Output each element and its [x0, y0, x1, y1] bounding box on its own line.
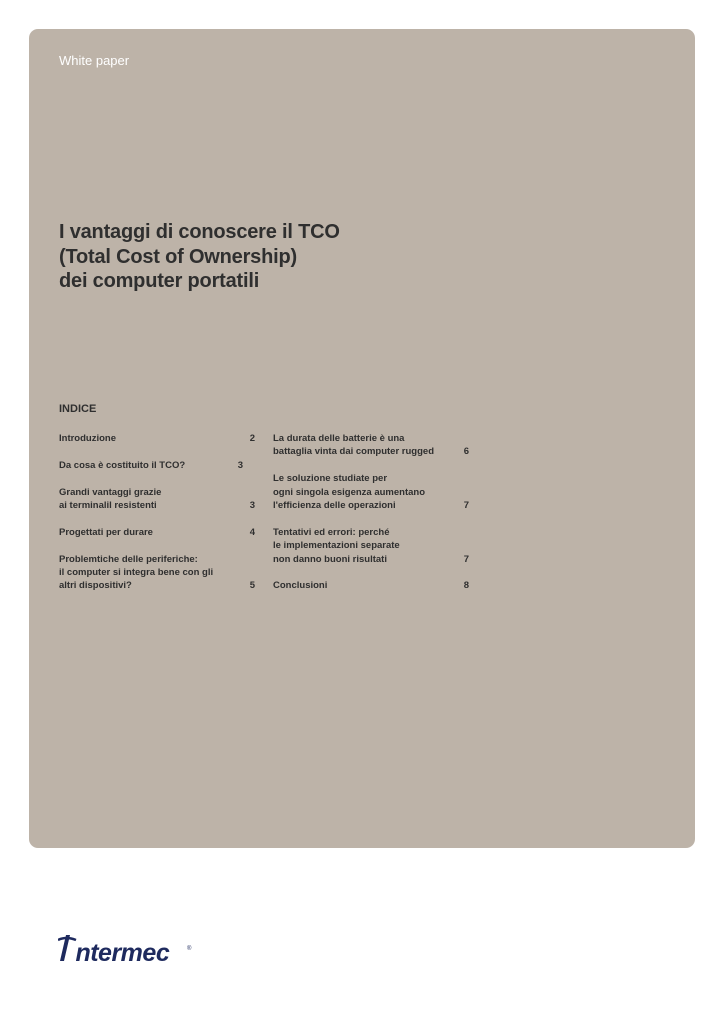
- toc-entry[interactable]: [273, 526, 469, 566]
- toc-entry[interactable]: [273, 472, 469, 512]
- toc-entry-title: [59, 486, 255, 513]
- toc-entry-title: [273, 432, 469, 459]
- toc-entry-line: non danno buoni risultati: [273, 553, 387, 565]
- document-type-label: White paper: [59, 53, 130, 68]
- intermec-logo-wordmark: Intermec: [69, 939, 170, 967]
- toc-entry-title: [273, 579, 469, 592]
- toc-entry[interactable]: [273, 432, 469, 459]
- cover-panel: [29, 29, 695, 848]
- toc-entry-title: [59, 459, 243, 472]
- intermec-logo: [58, 928, 198, 968]
- toc-entry-line: il computer si integra bene con gli: [59, 567, 214, 578]
- toc-entry-page: 4: [249, 526, 255, 538]
- toc-entry-line: Da cosa è costituito il TCO?: [59, 459, 186, 471]
- toc-entry-title: [273, 472, 469, 512]
- toc-entry-line: Conclusioni: [273, 580, 328, 592]
- toc-entry[interactable]: [59, 432, 255, 445]
- toc-entry-page: 6: [463, 446, 469, 458]
- toc-entry-page: 7: [463, 500, 469, 512]
- toc-entry-page: 8: [463, 580, 469, 592]
- toc-entry-title: [59, 553, 255, 593]
- toc-entry-line: ogni singola esigenza aumentano: [273, 486, 426, 498]
- toc-entry-line: Problemtiche delle periferiche:: [59, 553, 198, 565]
- toc-entry-line: Introduzione: [59, 433, 116, 444]
- toc-entry-line: battaglia vinta dai computer rugged: [273, 446, 434, 458]
- toc-entry-line: altri dispositivi?: [59, 580, 132, 592]
- toc-column-left: [59, 432, 255, 606]
- toc-entry[interactable]: [59, 486, 255, 513]
- toc-entry-page: 5: [249, 580, 255, 592]
- toc-entry[interactable]: [59, 459, 243, 472]
- toc-entry[interactable]: [59, 553, 255, 593]
- toc-entry-title: [59, 432, 255, 445]
- toc-column-right: [273, 432, 469, 606]
- title-line: dei computer portatili: [59, 270, 260, 292]
- toc-heading: INDICE: [59, 403, 97, 415]
- toc-entry-line: Tentativi ed errori: perché: [273, 526, 390, 538]
- document-title: [59, 220, 340, 294]
- toc-entry-page: 2: [249, 433, 255, 444]
- toc-entry-line: Le soluzione studiate per: [273, 473, 388, 485]
- title-line: (Total Cost of Ownership): [59, 245, 297, 268]
- toc-entry-page: 3: [249, 500, 255, 511]
- toc-entry-page: 3: [237, 459, 243, 471]
- toc-entry[interactable]: [59, 526, 255, 539]
- toc-entry[interactable]: [273, 579, 469, 592]
- toc-entry-line: ai terminalil resistenti: [59, 500, 157, 511]
- toc-entry-line: Grandi vantaggi grazie: [59, 486, 162, 498]
- toc-entry-line: le implementazioni separate: [273, 540, 400, 552]
- toc-entry-line: Progettati per durare: [59, 526, 153, 538]
- toc-entry-page: 7: [463, 553, 469, 565]
- registered-mark: ®: [187, 946, 192, 952]
- toc-entry-title: [59, 526, 255, 539]
- toc-entry-title: [273, 526, 469, 566]
- toc-entry-line: La durata delle batterie è una: [273, 433, 405, 444]
- toc-entry-line: l'efficienza delle operazioni: [273, 500, 396, 512]
- title-line: I vantaggi di conoscere il TCO: [59, 221, 340, 243]
